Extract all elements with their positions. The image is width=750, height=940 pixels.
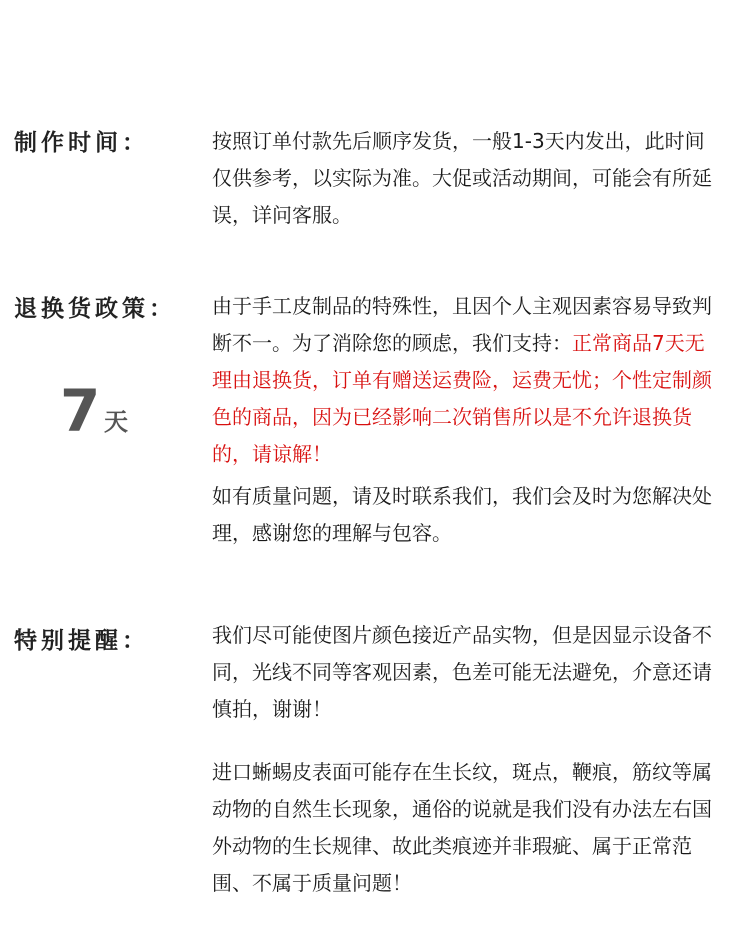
return-policy-text-normal: 由于手工皮制品的特殊性，且因个人主观因素容易导致判断不一。为了消除您的顾虑，我们支持： — [212, 294, 712, 355]
special-notice-text-1: 我们尽可能使图片颜色接近产品实物，但是因显示设备不同，光线不同等客观因素，色差可能无法避免，介意还请慎拍，谢谢！ — [212, 623, 712, 721]
return-policy-text — [212, 288, 716, 473]
return-policy-quality-text: 如有质量问题，请及时联系我们，我们会及时为您解决处理，感谢您的理解与包容。 — [212, 484, 712, 545]
production-time-text: 按照订单付款先后顺序发货，一般1-3天内发出，此时间仅供参考，以实际为准。大促或活动期间，可能会有所延误，详问客服。 — [212, 129, 712, 227]
special-notice-text-2: 进口蜥蜴皮表面可能存在生长纹，斑点，鞭痕，筋纹等属动物的自然生长现象，通俗的说就是我们没有办法左右国外动物的生长规律、故此类痕迹并非瑕疵、属于正常范围、不属于质量问题！ — [212, 760, 712, 895]
return-policy-text-highlight: 正常商品7天无理由退换货，订单有赠送运费险，运费无忧；个性定制颜色的商品，因为已经影响二次销售所以是不允许退换货的，请谅解！ — [212, 331, 712, 466]
return-policy-label: 退换货政策： — [14, 296, 176, 322]
production-time-label: 制作时间： — [14, 130, 149, 156]
special-notice-label: 特别提醒： — [14, 628, 149, 654]
return-days-unit: 天 — [104, 408, 128, 436]
return-days-number: 7 — [60, 377, 101, 445]
